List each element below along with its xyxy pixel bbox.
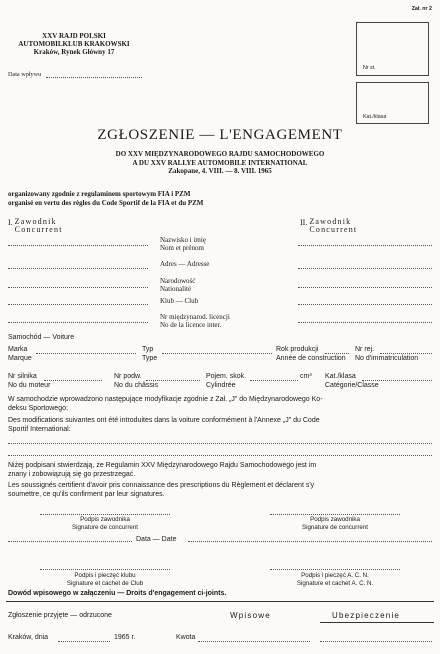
declaration-fr: Les soussignés certifient d'avoir pris connaissance des prescriptions du Règlement et déclarent s'y soumettre, ce qu'ils confirment par leur signatures. [8,482,315,498]
acn-signature-label: Podpis i pieczęć A. C. N. Signature et cachet A. C. N. [296,572,374,587]
car-type-field[interactable] [162,353,272,354]
organizer-line: Kraków, Rynek Główny 17 [33,48,115,56]
krakow-date-field[interactable] [58,641,110,642]
car-category-field[interactable] [362,380,432,381]
section-1-number: I. [8,218,13,227]
field-nationality-label: Narodowość Nationalité [160,277,196,293]
competitor1-name-field[interactable] [8,245,148,246]
modifications-pl: W samochodzie wprowadzono następujące modyfikacje zgodnie z Zał. „J" do Międzynarodowego Ko- deksu Sportowego: [8,396,323,412]
section-1-header [8,218,63,234]
competitor2-club-field[interactable] [298,304,432,305]
ubezpieczenie-label: Ubezpieczenie [332,611,401,620]
section-2-header [300,218,357,234]
page-title: ZGŁOSZENIE — L'ENGAGEMENT [97,127,343,143]
subtitle-block [30,150,410,176]
section-2-number: II. [300,218,308,227]
modifications-line[interactable] [8,443,432,444]
accepted-rejected-label: Zgłoszenie przyjęte — odrzucone [8,612,112,619]
car-engine-field[interactable] [44,380,102,381]
section-2-fr: Concurrent [309,225,358,234]
subtitle-line: DO XXV MIĘDZYNARODOWEGO RAJDU SAMOCHODOWEGO [115,150,325,158]
competitor1-club-field[interactable] [8,304,148,305]
field-license-label: Nr międzynarod. licencji No de la licence inter. [160,313,230,329]
regulations-pl: organizowany zgodnie z regulaminem sportowym FIA i PZM [8,190,191,198]
car-chassis-field[interactable] [146,380,200,381]
section-1-pl: Zawodnik [14,217,57,226]
kwota-label: Kwota [176,634,196,641]
competitor2-nationality-field[interactable] [298,287,432,288]
competitor2-name-field[interactable] [298,245,432,246]
fee-line: Dowód wpisowego w załączeniu — Droits d'engagement ci-joints. [8,590,227,597]
competitor1-signature-label: Podpis zawodnika Signature de concurrent [71,516,139,531]
modifications-fr: Des modifications suivantes ont été introduites dans la voiture conformément à l'Annexe „J" du Code Sportif International: [8,417,320,433]
subtitle-line: A DU XXV RALLYE AUTOMOBILE INTERNATIONAL [132,158,308,167]
car-year-field[interactable] [325,353,349,354]
krakow-date-label: Kraków, dnia [8,634,49,641]
car-chassis-label: Nr podw. No du châssis [114,373,158,389]
car-engine-label: Nr silnika No du moteur [8,373,51,389]
section-2-pl: Zawodnik [309,217,352,226]
kwota-field[interactable] [198,641,310,642]
data-wplywu-label: Data wpływu [8,71,42,78]
car-capacity-field[interactable] [250,380,298,381]
field-address-label: Adres — Adresse [160,260,210,268]
declaration-pl: Niżej podpisani stwierdzają, że Regulamin XXV Międzynarodowego Rajdu Samochodowego jest im znany i zobowiązują się go przestrzegać. [8,462,317,478]
acn-signature-field[interactable] [270,569,400,570]
nr-st-box[interactable] [356,22,429,76]
competitor2-address-field[interactable] [298,268,432,269]
car-category-label: Kat./klasa Catégorie/Classe [325,373,379,389]
club-signature-label: Podpis i pieczęć klubu Signature et cachet de Club [66,572,144,587]
car-type-label: Typ Type [142,346,158,362]
car-make-field[interactable] [36,353,136,354]
subtitle-line: Zakopane, 4. VIII. — 8. VIII. 1965 [168,167,272,175]
data-wplywu-field[interactable] [46,77,142,78]
organizer-line: AUTOMOBILKLUB KRAKOWSKI [18,40,130,48]
wpisowe-label: Wpisowe [230,611,271,620]
modifications-line[interactable] [8,455,432,456]
competitor1-nationality-field[interactable] [8,287,148,288]
year-label: 1965 r. [114,634,136,641]
section-1-fr: Concurrent [14,225,63,234]
kat-klasa-label: Kat./klasa [363,114,387,120]
kat-klasa-box[interactable] [356,82,429,124]
car-make-label: Marka Marque [8,346,32,362]
car-year-label: Rok produkcji Année de construction [276,346,346,362]
car-capacity-label: Pojem. skok. Cylindrée [206,373,247,389]
date-label: Data — Date [136,536,177,543]
club-signature-field[interactable] [40,569,170,570]
field-name-label: Nazwisko i imię Nom et prénom [160,236,206,252]
cm3-unit: cm³ [300,373,312,380]
competitor2-signature-label: Podpis zawodnika Signature de concurrent [301,516,369,531]
insurance-field[interactable] [320,641,432,642]
competitor1-license-field[interactable] [8,322,148,323]
organizer-line: XXV RAJD POLSKI [42,32,106,40]
nr-st-label: Nr st. [363,65,376,71]
competitor1-address-field[interactable] [8,268,148,269]
car-registration-label: Nr rej. No d'immatriculation [355,346,419,362]
date-field-right[interactable] [188,541,432,542]
form-number: Zał. nr 2 [411,6,432,12]
date-field-left[interactable] [8,541,132,542]
regulations-fr: organisé en vertu des règles du Code Sportif de la FIA et du PZM [8,198,204,207]
insurance-rule [320,622,434,623]
divider [6,601,434,602]
car-header: Samochód — Voiture [8,334,75,341]
competitor2-license-field[interactable] [298,322,432,323]
organizer-block [8,32,140,56]
car-registration-field[interactable] [380,353,432,354]
regulations-block [8,190,203,207]
field-club-label: Klub — Club [160,297,199,305]
competitor1-signature-field[interactable] [40,514,170,515]
competitor2-signature-field[interactable] [270,514,400,515]
